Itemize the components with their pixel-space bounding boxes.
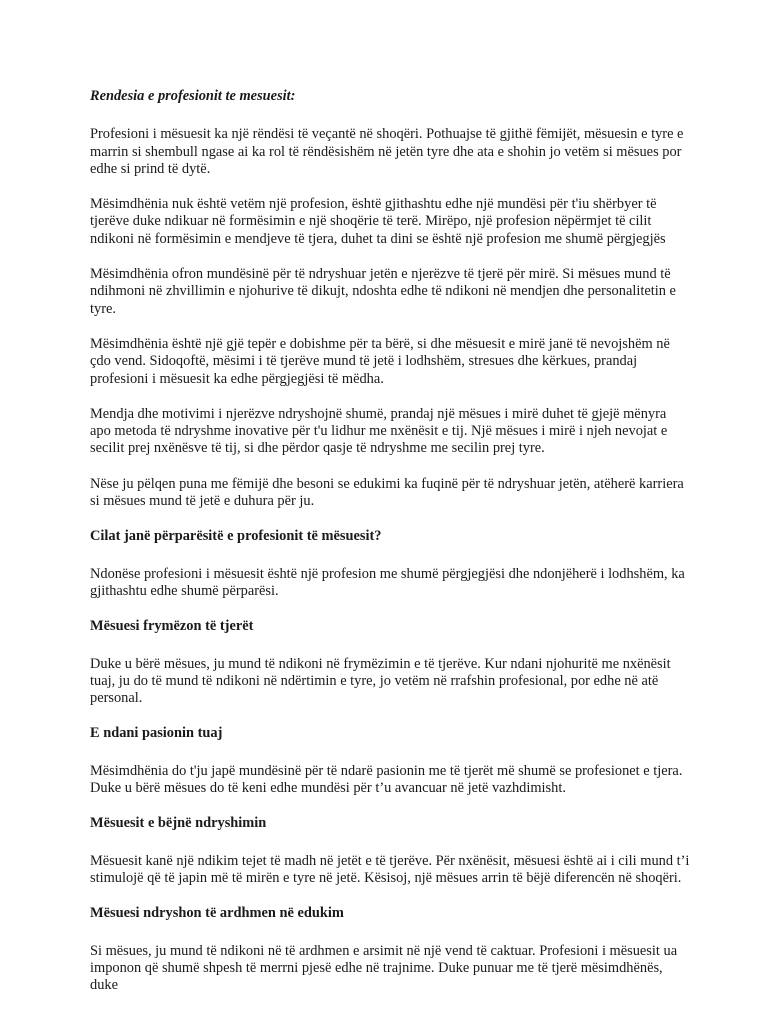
intro-paragraph: Mësimdhënia ofron mundësinë për të ndryshuar jetën e njerëzve të tjerë për mirë. Si mësues mund të ndihmoni në zhvillimin e njohurive të dikujt, ndoshta edhe të ndikoni në mendjen dhe personalitetin e tyre. [90,266,676,317]
intro-paragraph: Mendja dhe motivimi i njerëzve ndryshojnë shumë, prandaj një mësues i mirë duhet të gjejë mënyra apo metoda të ndryshme inovative për t'u lidhur me nxënësit e tij. Një mësues i mirë i njeh nevojat e secilit prej nxënësve të tij, si dhe përdor qasje të ndryshme me secilin prej tyre. [90,405,668,457]
section-paragraph: Duke u bërë mësues, ju mund të ndikoni në frymëzimin e të tjerëve. Kur ndani njohuritë me nxënësit tuaj, ju do të mund të ndikoni në ndërtimin e tyre, jo vetëm në rrafshin profesional, por edhe në atë personal. [90,655,671,707]
intro-paragraph: Nëse ju pëlqen puna me fëmijë dhe besoni se edukimi ka fuqinë për të ndryshuar jetën, atëherë karriera si mësues mund të jetë e duhura për ju. [90,475,684,510]
document-page [90,88,690,1012]
intro-paragraph: Mësimdhënia është një gjë tepër e dobishme për ta bërë, si dhe mësuesit e mirë janë të nevojshëm në çdo vend. Sidoqoftë, mësimi i të tjerëve mund të jetë i lodhshëm, stresues dhe kërkues, prandaj profesioni i mësuesit ka edhe përgjegjësi të mëdha. [90,335,670,387]
document-title: Rendesia e profesionit te mesuesit: [90,88,296,104]
section-paragraph: Si mësues, ju mund të ndikoni në të ardhmen e arsimit në një vend të caktuar. Profesioni i mësuesit ua imponon që shumë shpesh të merrni pjesë edhe në trajnime. Duke punuar me të tjerë mësimdhënës, duke [90,942,678,994]
section-heading: Mësuesit e bëjnë ndryshimin [90,815,267,832]
section-paragraph: Ndonëse profesioni i mësuesit është një profesion me shumë përgjegjësi dhe ndonjëherë i lodhshëm, ka gjithashtu edhe shumë përparësi. [90,565,685,599]
section-heading: Mësuesi frymëzon të tjerët [90,618,254,635]
intro-paragraph: Mësimdhënia nuk është vetëm një profesion, është gjithashtu edhe një mundësi për t'iu shërbyer të tjerëve duke ndikuar në formësimin e një shoqërie të terë. Mirëpo, një profesion nëpërmjet të cilit ndikoni në formësimin e mendjeve të tjera, duhet ta dini se është një profesion me shumë përgjegjës [90,196,666,247]
section-heading: Cilat janë përparësitë e profesionit të mësuesit? [90,528,382,545]
intro-paragraph: Profesioni i mësuesit ka një rëndësi të veçantë në shoqëri. Pothuajse të gjithë fëmijët, mësuesin e tyre e marrin si shembull ngase ai ka rol të rëndësishëm në jetën tyre dhe ata e shohin jo vetëm si mësues por edhe si prind të dytë. [90,126,684,177]
section-paragraph: Mësuesit kanë një ndikim tejet të madh në jetët e të tjerëve. Për nxënësit, mësuesi është ai i cili mund t’i stimulojë që të japin më të mirën e tyre në jetë. Kësisoj, një mësues arrin të bëjë diferencën në shoqëri. [90,852,690,886]
section-paragraph: Mësimdhënia do t'ju japë mundësinë për të ndarë pasionin me të tjerët më shumë se profesionet e tjera. Duke u bërë mësues do të keni edhe mundësi për t’u avancuar në jetë vazhdimisht. [90,762,683,797]
section-heading: E ndani pasionin tuaj [90,725,223,742]
section-heading: Mësuesi ndryshon të ardhmen në edukim [90,905,344,922]
